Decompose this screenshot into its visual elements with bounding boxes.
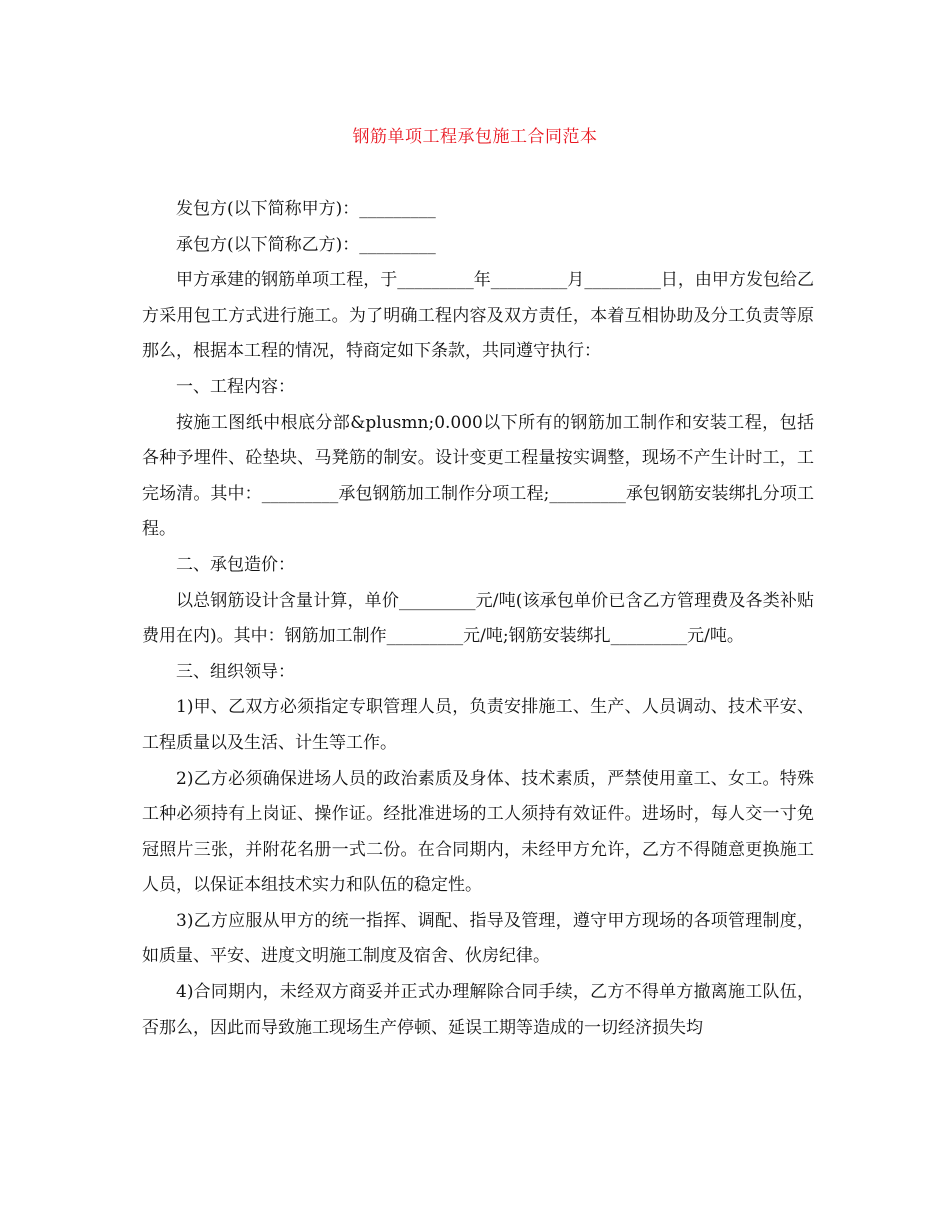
heading-section-1: 一、工程内容：	[176, 376, 295, 397]
paragraph-party-b: 承包方(以下简称乙方)：_________	[176, 234, 436, 255]
paragraph-section-1: 按施工图纸中根底分部&plusmn;0.000以下所有的钢筋加工制作和安装工程，包括各种予埋件、砼垫块、马凳筋的制安。设计变更工程量按实调整，现场不产生计时工，工完场清。其中：_________承包钢筋加工制作分项工程;_________承包钢筋安装绑扎分项工程。	[142, 412, 814, 540]
document-body	[142, 192, 814, 1046]
heading-section-3: 三、组织领导：	[176, 661, 295, 682]
paragraph-clause-3: 3)乙方应服从甲方的统一指挥、调配、指导及管理，遵守甲方现场的各项管理制度，如质量、平安、进度文明施工制度及宿舍、伙房纪律。	[142, 910, 814, 967]
document-title: 钢筋单项工程承包施工合同范本	[352, 127, 598, 147]
paragraph-party-a: 发包方(以下简称甲方)：_________	[176, 199, 436, 219]
paragraph-intro: 甲方承建的钢筋单项工程，于_________年_________月_________日，由甲方发包给乙方采用包工方式进行施工。为了明确工程内容及双方责任，本着互相协助及分工负责等原那么，根据本工程的情况，特商定如下条款，共同遵守执行：	[142, 270, 814, 362]
heading-section-2: 二、承包造价：	[176, 554, 295, 575]
paragraph-clause-2: 2)乙方必须确保进场人员的政治素质及身体、技术素质，严禁使用童工、女工。特殊工种必须持有上岗证、操作证。经批准进场的工人须持有效证件。进场时，每人交一寸免冠照片三张，并附花名册一式二份。在合同期内，未经甲方允许，乙方不得随意更换施工人员，以保证本组技术实力和队伍的稳定性。	[142, 768, 814, 896]
paragraph-section-2: 以总钢筋设计含量计算，单价_________元/吨(该承包单价已含乙方管理费及各类补贴费用在内)。其中：钢筋加工制作_________元/吨;钢筋安装绑扎_________元/吨。	[142, 590, 814, 647]
paragraph-clause-1: 1)甲、乙双方必须指定专职管理人员，负责安排施工、生产、人员调动、技术平安、工程质量以及生活、计生等工作。	[142, 697, 814, 753]
paragraph-clause-4: 4)合同期内，未经双方商妥并正式办理解除合同手续，乙方不得单方撤离施工队伍，否那么，因此而导致施工现场生产停顿、延误工期等造成的一切经济损失均	[142, 982, 814, 1038]
